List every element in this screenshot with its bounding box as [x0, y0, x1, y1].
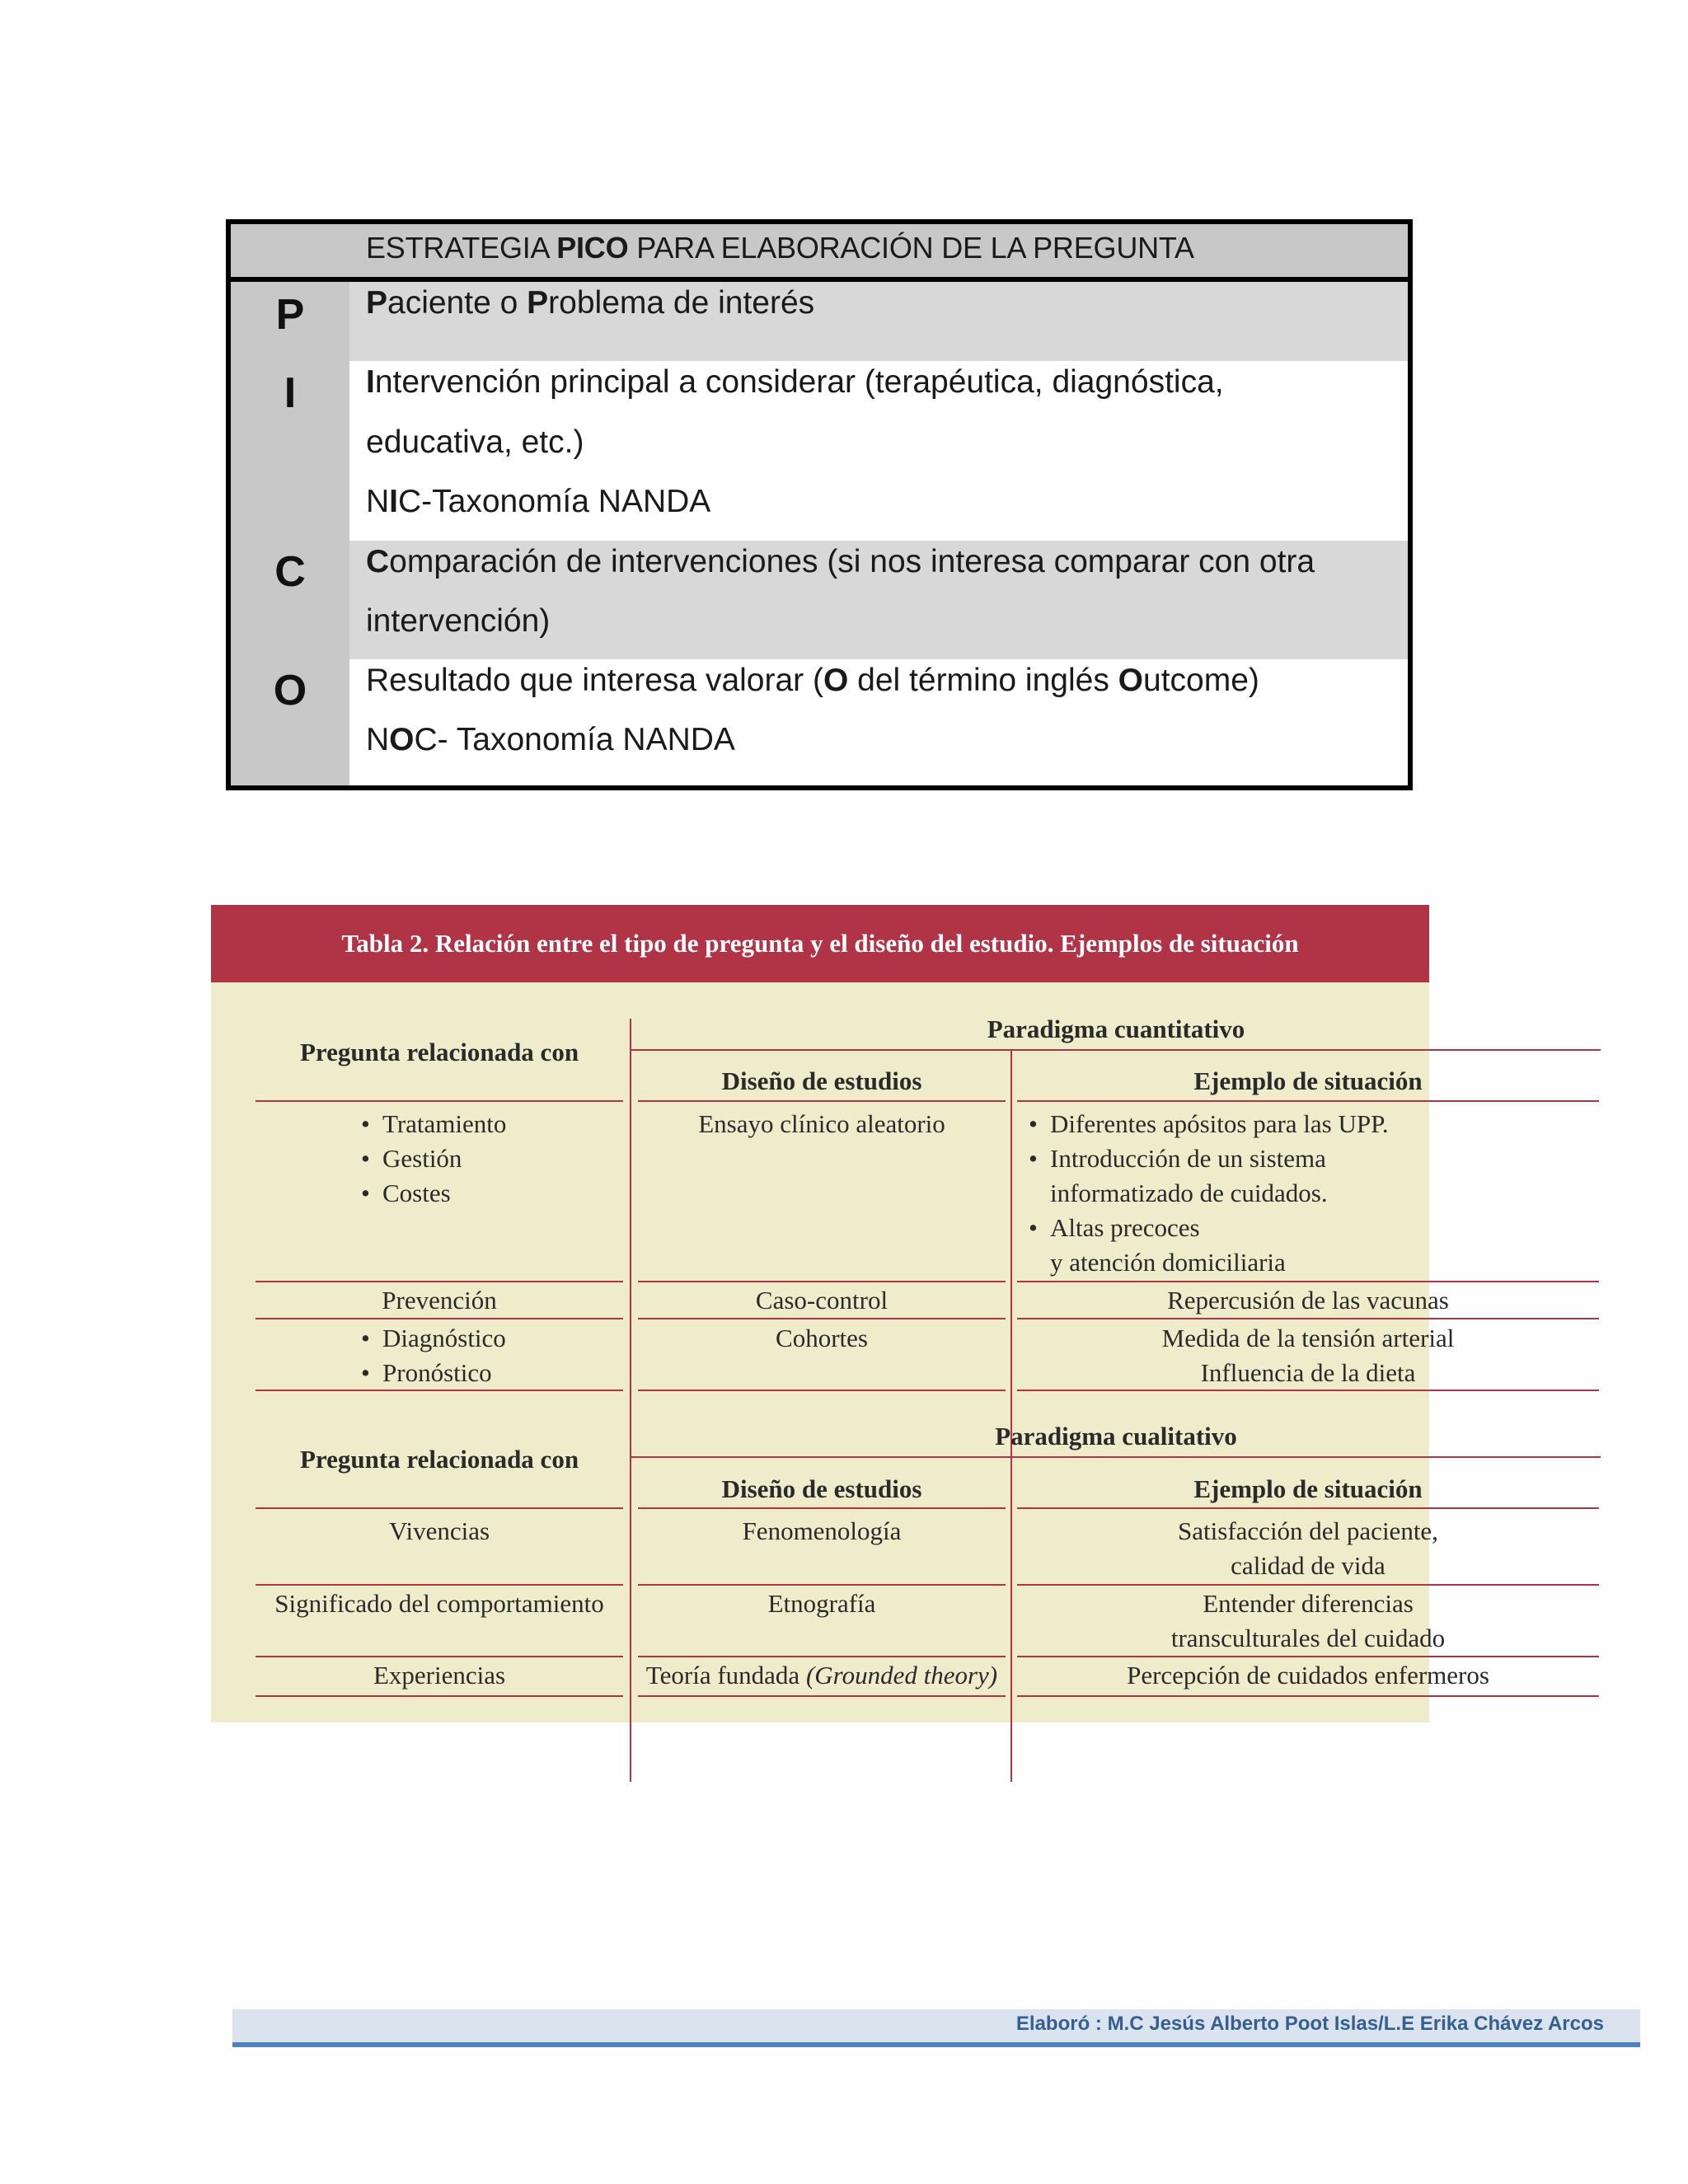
quant-r3-c3: Medida de la tensión arterial Influencia de la dieta	[1161, 1324, 1455, 1387]
qual-r3-c2: Teoría fundada (Grounded theory)	[645, 1661, 998, 1690]
list-item: • Altas precoces y atención domiciliaria	[1024, 1211, 1601, 1280]
footer-rule	[232, 2042, 1640, 2047]
divider	[631, 1049, 1601, 1051]
divider	[256, 1318, 623, 1319]
table-title: Tabla 2. Relación entre el tipo de pregunta y el diseño del estudio. Ejemplos de situación	[211, 905, 1429, 982]
pico-o-line-1: Resultado que interesa valorar (O del término inglés Outcome)	[366, 663, 1259, 698]
divider	[638, 1318, 1006, 1319]
pico-letter-c: C	[274, 548, 306, 596]
pico-letter-i: I	[284, 369, 297, 417]
divider	[256, 1507, 623, 1509]
list-item: • Tratamiento	[356, 1107, 620, 1141]
divider	[631, 1456, 1601, 1458]
qual-col1-header: Pregunta relacionada con	[299, 1445, 579, 1474]
quant-paradigm-header: Paradigma cuantitativo	[987, 1015, 1245, 1043]
list-item: • Diagnóstico	[356, 1321, 620, 1356]
pico-c-line-2: intervención)	[366, 603, 551, 639]
divider	[256, 1100, 623, 1102]
quant-r2-c1: Prevención	[382, 1286, 497, 1315]
divider	[638, 1281, 1006, 1282]
qual-col2-header: Diseño de estudios	[721, 1474, 922, 1503]
list-item: • Diferentes apósitos para las UPP.	[1024, 1107, 1601, 1141]
list-item: • Pronóstico	[356, 1356, 620, 1390]
qual-r2-c3: Entender diferencias transculturales del cuidado	[1170, 1589, 1446, 1652]
quant-col3-header: Ejemplo de situación	[1193, 1066, 1423, 1095]
pico-p-line-1: Paciente o Problema de interés	[366, 285, 815, 321]
divider	[1017, 1507, 1599, 1509]
pico-letter-o: O	[273, 667, 307, 715]
divider	[638, 1656, 1006, 1657]
divider	[1017, 1281, 1599, 1282]
pico-table	[226, 219, 1413, 790]
quant-r3-c2: Cohortes	[776, 1324, 868, 1352]
divider	[1010, 1050, 1012, 1474]
pico-c-line-1: Comparación de intervenciones (si nos interesa comparar con otra	[366, 544, 1315, 579]
divider	[1017, 1100, 1599, 1102]
quant-r3-c1-list	[356, 1321, 620, 1390]
pico-o-line-2: NOC- Taxonomía NANDA	[366, 722, 735, 757]
divider	[1017, 1695, 1599, 1697]
quant-col2-header: Diseño de estudios	[721, 1066, 922, 1095]
qual-r1-c2: Fenomenología	[742, 1516, 902, 1545]
divider	[638, 1507, 1006, 1509]
quant-r2-c3: Repercusión de las vacunas	[1167, 1286, 1449, 1315]
divider	[638, 1390, 1006, 1391]
list-item: • Gestión	[356, 1141, 620, 1176]
divider	[256, 1656, 623, 1657]
qual-r3-c3: Percepción de cuidados enfermeros	[1127, 1661, 1489, 1690]
divider	[1017, 1584, 1599, 1586]
list-item: • Introducción de un sistema informatizado de cuidados.	[1024, 1141, 1601, 1211]
footer-author: Elaboró : M.C Jesús Alberto Poot Islas/L.E Erika Chávez Arcos	[1015, 2013, 1604, 2035]
qual-r1-c1: Vivencias	[388, 1516, 490, 1545]
divider	[638, 1695, 1006, 1697]
divider	[1017, 1656, 1599, 1657]
qual-r2-c1: Significado del comportamiento	[274, 1589, 604, 1618]
pico-i-line-2: educativa, etc.)	[366, 424, 584, 460]
qual-r1-c3: Satisfacción del paciente, calidad de vida	[1178, 1516, 1438, 1580]
study-design-table	[211, 905, 1489, 1722]
quant-col1-header: Pregunta relacionada con	[299, 1038, 579, 1066]
pico-title: ESTRATEGIA PICO PARA ELABORACIÓN DE LA PREGUNTA	[366, 231, 1194, 265]
qual-r3-c1: Experiencias	[373, 1661, 506, 1690]
qual-col3-header: Ejemplo de situación	[1193, 1474, 1423, 1503]
divider	[1017, 1318, 1599, 1319]
quant-r2-c2: Caso-control	[755, 1286, 889, 1315]
divider	[256, 1695, 623, 1697]
quant-r1-c3-list	[1024, 1107, 1601, 1280]
divider	[638, 1584, 1006, 1586]
divider	[630, 1426, 631, 1782]
qual-paradigm-header: Paradigma cualitativo	[995, 1422, 1237, 1451]
pico-letter-p: P	[275, 291, 305, 339]
quant-r1-c2: Ensayo clínico aleatorio	[698, 1109, 945, 1138]
list-item: • Costes	[356, 1176, 620, 1211]
divider	[630, 1019, 631, 1474]
qual-r2-c2: Etnografía	[767, 1589, 876, 1618]
pico-i-line-1: Intervención principal a considerar (terapéutica, diagnóstica,	[366, 364, 1224, 400]
footer-bar	[232, 2009, 1640, 2042]
divider	[256, 1281, 623, 1282]
pico-i-line-3: NIC-Taxonomía NANDA	[366, 484, 711, 519]
quant-r1-c1-list	[356, 1107, 620, 1211]
divider	[638, 1100, 1006, 1102]
divider	[1010, 1457, 1012, 1782]
pico-title-row	[231, 224, 1408, 282]
divider	[256, 1584, 623, 1586]
